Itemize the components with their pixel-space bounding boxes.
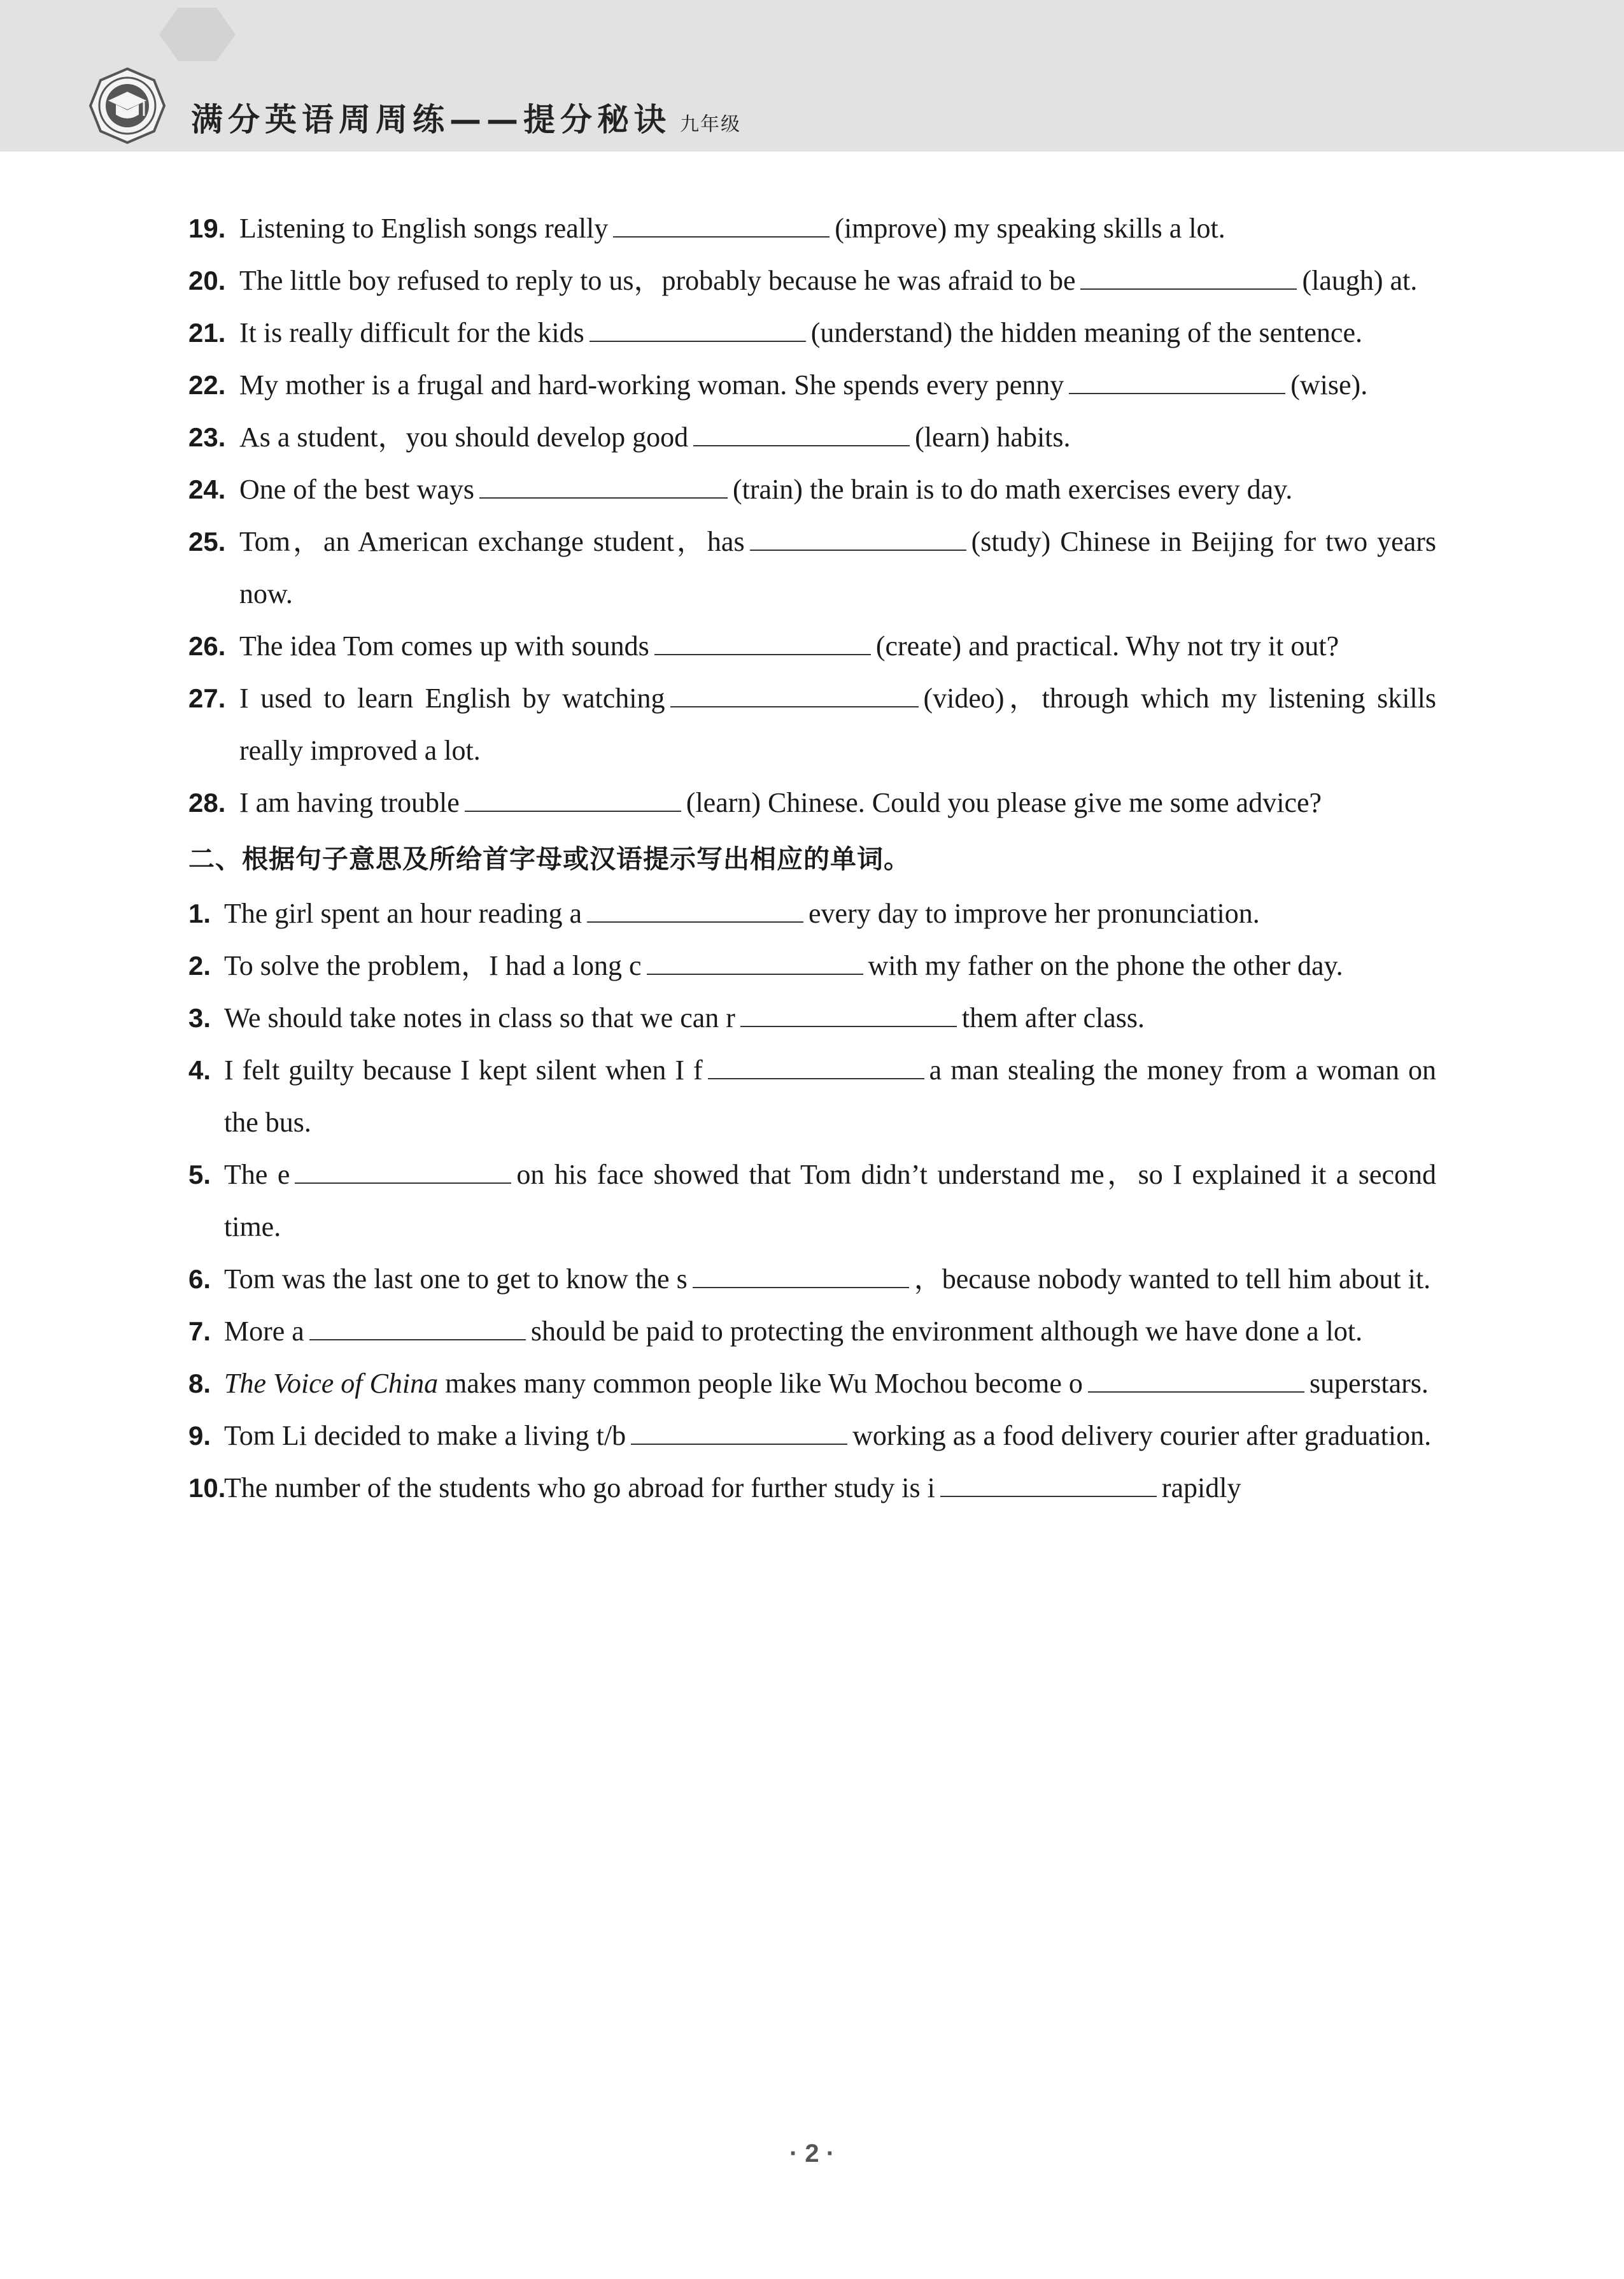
question-number: 23.: [188, 422, 226, 452]
question-text-before: More a: [224, 1316, 304, 1347]
header-hexagon-decoration: [159, 8, 236, 61]
section-word-completion: [188, 888, 1436, 1514]
question-number: 5.: [188, 1160, 211, 1189]
answer-blank[interactable]: [740, 998, 957, 1027]
question-text-before: The number of the students who go abroad for further study is i: [224, 1472, 935, 1503]
page-number: · 2 ·: [789, 2140, 835, 2168]
answer-blank[interactable]: [309, 1311, 526, 1340]
question-text-before: We should take notes in class so that we can r: [224, 1002, 735, 1033]
question-text-before: It is really difficult for the kids: [239, 317, 584, 348]
question-number: 8.: [188, 1368, 211, 1398]
answer-blank[interactable]: [1080, 260, 1297, 290]
question-21: [188, 307, 1436, 359]
question-text-after: on his face showed that Tom didn’t understand me，so I explained it a second time.: [224, 1159, 1436, 1242]
show-title-italic: The Voice of China: [224, 1368, 439, 1399]
answer-blank[interactable]: [295, 1154, 511, 1184]
answer-blank[interactable]: [670, 678, 919, 707]
question-text-after: (train) the brain is to do math exercises every day.: [733, 474, 1293, 505]
question-text-after: rapidly: [1161, 1472, 1241, 1503]
question-8: [188, 1358, 1436, 1410]
answer-blank[interactable]: [708, 1050, 924, 1079]
question-9: [188, 1410, 1436, 1462]
question-text-before: To solve the problem，I had a long c: [224, 950, 642, 981]
question-text-before: Listening to English songs really: [239, 213, 609, 244]
question-text-before: I am having trouble: [239, 787, 460, 818]
question-text-after: them after class.: [961, 1002, 1145, 1033]
question-28: [188, 777, 1436, 829]
question-25: [188, 516, 1436, 620]
question-1: [188, 888, 1436, 940]
answer-blank[interactable]: [590, 313, 806, 342]
question-text-before: Tom Li decided to make a living t/b: [224, 1420, 626, 1451]
question-22: [188, 359, 1436, 411]
question-number: 20.: [188, 266, 226, 295]
answer-blank[interactable]: [465, 783, 681, 812]
answer-blank[interactable]: [631, 1416, 847, 1445]
grade-label: 九年级: [680, 113, 741, 136]
question-19: [188, 202, 1436, 255]
question-text-before: Tom was the last one to get to know the s: [224, 1263, 688, 1295]
question-text-after: (understand) the hidden meaning of the sentence.: [810, 317, 1362, 348]
section-verb-forms: [188, 202, 1436, 829]
question-number: 1.: [188, 898, 211, 928]
question-number: 3.: [188, 1003, 211, 1033]
question-2: [188, 940, 1436, 992]
question-text-after: (video)，through which my listening skills really improved a lot.: [239, 683, 1436, 766]
question-text-before: makes many common people like Wu Mochou become o: [445, 1368, 1083, 1399]
question-number: 21.: [188, 318, 226, 348]
question-text-before: The e: [224, 1159, 290, 1190]
question-5: [188, 1149, 1436, 1253]
question-text-after: (laugh) at.: [1302, 265, 1418, 296]
header-title: [191, 94, 741, 140]
question-text-after: superstars.: [1309, 1368, 1429, 1399]
question-number: 19.: [188, 213, 226, 243]
question-text-after: (create) and practical. Why not try it out?: [875, 630, 1339, 662]
question-4: [188, 1044, 1436, 1149]
question-text-before: The idea Tom comes up with sounds: [239, 630, 649, 662]
page-header: [0, 0, 1624, 152]
question-text-before: As a student，you should develop good: [239, 422, 689, 453]
exercise-content: [188, 202, 1436, 1514]
question-text-before: Tom，an American exchange student，has: [239, 526, 745, 557]
question-text-before: My mother is a frugal and hard-working woman. She spends every penny: [239, 369, 1064, 401]
question-number: 6.: [188, 1264, 211, 1294]
answer-blank[interactable]: [654, 626, 871, 655]
question-6: [188, 1253, 1436, 1305]
question-3: [188, 992, 1436, 1044]
question-text-after: a man stealing the money from a woman on the bus.: [224, 1054, 1436, 1138]
question-text-after: working as a food delivery courier after graduation.: [852, 1420, 1432, 1451]
question-text-after: (learn) Chinese. Could you please give me some advice?: [686, 787, 1322, 818]
question-27: [188, 672, 1436, 777]
question-24: [188, 464, 1436, 516]
question-text-after: should be paid to protecting the environment although we have done a lot.: [530, 1316, 1363, 1347]
question-number: 27.: [188, 683, 226, 713]
question-text-before: The girl spent an hour reading a: [224, 898, 583, 929]
question-text-before: The little boy refused to reply to us，probably because he was afraid to be: [239, 265, 1076, 296]
answer-blank[interactable]: [750, 522, 966, 551]
answer-blank[interactable]: [1069, 365, 1285, 394]
question-number: 28.: [188, 788, 226, 818]
graduation-cap-logo-icon: [88, 66, 167, 145]
question-number: 7.: [188, 1316, 211, 1346]
question-20: [188, 255, 1436, 307]
question-text-after: with my father on the phone the other day.: [868, 950, 1343, 981]
question-number: 2.: [188, 951, 211, 981]
question-text-after: (learn) habits.: [915, 422, 1071, 453]
answer-blank[interactable]: [587, 893, 803, 923]
answer-blank[interactable]: [1088, 1363, 1304, 1393]
question-number: 10.: [188, 1473, 226, 1503]
question-text-after: every day to improve her pronunciation.: [808, 898, 1260, 929]
question-number: 25.: [188, 527, 226, 557]
question-text-before: One of the best ways: [239, 474, 475, 505]
section-2-title: 二、根据句子意思及所给首字母或汉语提示写出相应的单词。: [188, 844, 910, 874]
answer-blank[interactable]: [613, 208, 830, 238]
question-text-after: (wise).: [1290, 369, 1368, 401]
question-number: 26.: [188, 631, 226, 661]
question-text-before: I used to learn English by watching: [239, 683, 665, 714]
question-26: [188, 620, 1436, 672]
question-10: [188, 1462, 1436, 1514]
question-text-after: ，because nobody wanted to tell him about it.: [914, 1263, 1431, 1295]
answer-blank[interactable]: [479, 469, 728, 499]
question-number: 9.: [188, 1421, 211, 1451]
question-text-before: I felt guilty because I kept silent when I f: [224, 1054, 703, 1086]
question-23: [188, 411, 1436, 464]
answer-blank[interactable]: [940, 1468, 1157, 1497]
question-text-after: (improve) my speaking skills a lot.: [835, 213, 1225, 244]
question-7: [188, 1305, 1436, 1358]
question-number: 4.: [188, 1055, 211, 1085]
answer-blank[interactable]: [647, 946, 863, 975]
answer-blank[interactable]: [693, 417, 910, 446]
book-title: 满分英语周周练——提分秘诀: [191, 101, 671, 138]
question-number: 22.: [188, 370, 226, 400]
question-text-after: (study) Chinese in Beijing for two years now.: [239, 526, 1436, 609]
answer-blank[interactable]: [693, 1259, 909, 1288]
question-number: 24.: [188, 474, 226, 504]
